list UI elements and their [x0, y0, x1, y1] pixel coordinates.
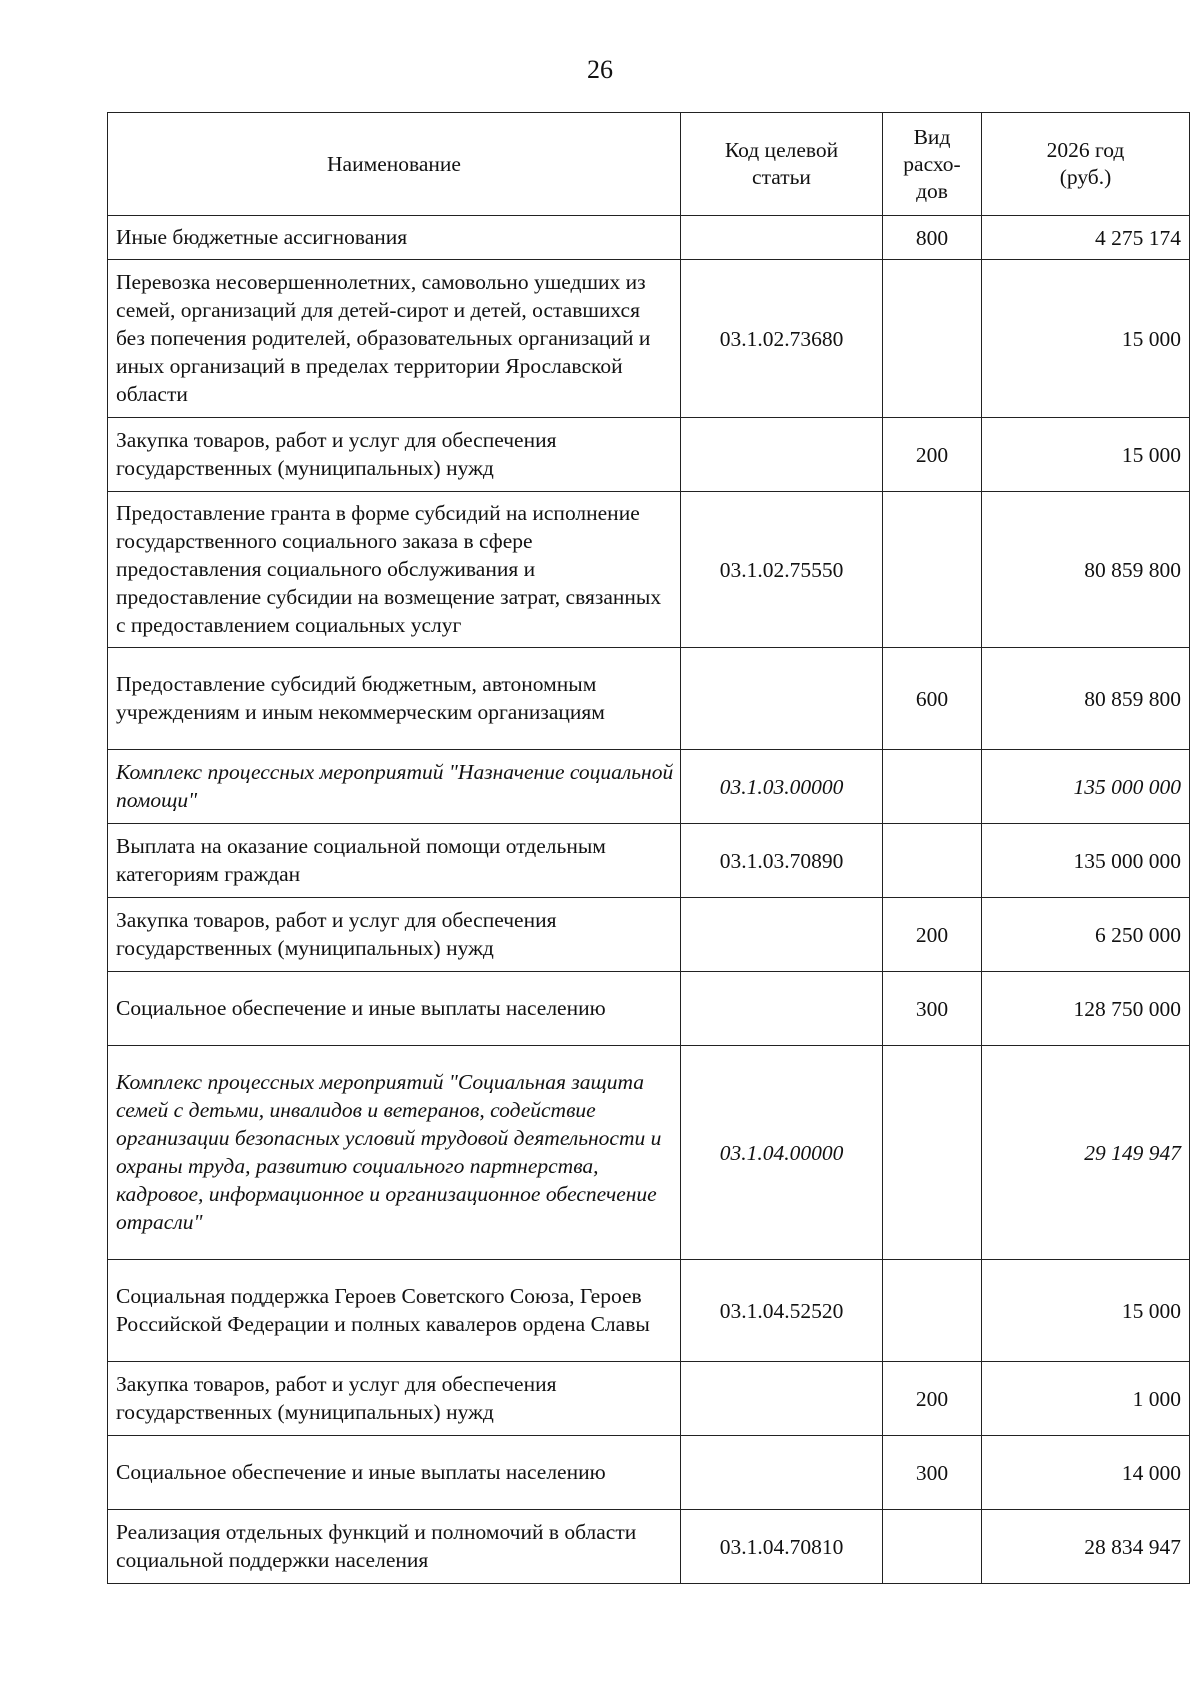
header-sum-line2: (руб.)	[1059, 165, 1112, 189]
row-code	[681, 648, 883, 750]
row-sum: 128 750 000	[982, 972, 1190, 1046]
table-body	[108, 216, 1190, 1584]
row-kind	[883, 824, 982, 898]
table-row	[108, 492, 1190, 648]
row-sum: 15 000	[982, 260, 1190, 418]
header-code-line1: Код целевой	[724, 138, 839, 162]
table-row	[108, 898, 1190, 972]
row-code: 03.1.03.00000	[681, 750, 883, 824]
row-sum: 135 000 000	[982, 750, 1190, 824]
row-kind: 200	[883, 898, 982, 972]
row-name: Предоставление гранта в форме субсидий на исполнение государственного социального заказа в сфере предоставления социального обслуживания и предоставление субсидии на возмещение затрат, связанных с предоставлением социальных услуг	[108, 492, 681, 648]
row-code	[681, 1362, 883, 1436]
table-row	[108, 1046, 1190, 1260]
header-code	[681, 113, 883, 216]
table-row	[108, 1436, 1190, 1510]
header-kind-line2: расхо-	[903, 151, 961, 176]
row-code	[681, 972, 883, 1046]
row-kind	[883, 492, 982, 648]
row-sum: 15 000	[982, 418, 1190, 492]
header-sum	[982, 113, 1190, 216]
row-code	[681, 1436, 883, 1510]
table-row	[108, 824, 1190, 898]
row-name: Закупка товаров, работ и услуг для обеспечения государственных (муниципальных) нужд	[108, 418, 681, 492]
header-sum-line1: 2026 год	[1046, 138, 1125, 162]
row-name: Социальное обеспечение и иные выплаты населению	[108, 972, 681, 1046]
row-sum: 135 000 000	[982, 824, 1190, 898]
row-sum: 4 275 174	[982, 216, 1190, 260]
row-name: Перевозка несовершеннолетних, самовольно ушедших из семей, организаций для детей-сирот и детей, оставшихся без попечения родителей, образовательных организаций и иных организаций в пределах территории Ярославской области	[108, 260, 681, 418]
row-sum: 6 250 000	[982, 898, 1190, 972]
row-sum: 15 000	[982, 1260, 1190, 1362]
header-kind-line3: дов	[916, 178, 948, 203]
row-kind: 600	[883, 648, 982, 750]
row-code: 03.1.02.75550	[681, 492, 883, 648]
header-name-label: Наименование	[327, 151, 461, 176]
table-header-row	[108, 113, 1190, 216]
row-kind	[883, 750, 982, 824]
row-kind: 300	[883, 1436, 982, 1510]
row-sum: 29 149 947	[982, 1046, 1190, 1260]
row-name: Закупка товаров, работ и услуг для обеспечения государственных (муниципальных) нужд	[108, 898, 681, 972]
row-sum: 28 834 947	[982, 1510, 1190, 1584]
row-name: Выплата на оказание социальной помощи отдельным категориям граждан	[108, 824, 681, 898]
table-row	[108, 1510, 1190, 1584]
row-sum: 1 000	[982, 1362, 1190, 1436]
header-kind-line1: Вид	[913, 124, 951, 149]
row-name: Социальное обеспечение и иные выплаты населению	[108, 1436, 681, 1510]
row-code: 03.1.04.70810	[681, 1510, 883, 1584]
row-code: 03.1.03.70890	[681, 824, 883, 898]
row-name: Предоставление субсидий бюджетным, автономным учреждениям и иным некоммерческим организациям	[108, 648, 681, 750]
table-row	[108, 1362, 1190, 1436]
header-name	[108, 113, 681, 216]
row-name: Реализация отдельных функций и полномочий в области социальной поддержки населения	[108, 1510, 681, 1584]
table-row	[108, 648, 1190, 750]
row-code	[681, 216, 883, 260]
row-sum: 80 859 800	[982, 648, 1190, 750]
row-kind	[883, 1510, 982, 1584]
budget-table	[107, 112, 1190, 1584]
row-sum: 80 859 800	[982, 492, 1190, 648]
row-code	[681, 898, 883, 972]
table-row	[108, 418, 1190, 492]
page-number: 26	[587, 55, 613, 84]
row-kind: 200	[883, 1362, 982, 1436]
table-row	[108, 750, 1190, 824]
row-kind	[883, 1260, 982, 1362]
table-row	[108, 1260, 1190, 1362]
row-kind: 800	[883, 216, 982, 260]
row-name: Комплекс процессных мероприятий "Назначение социальной помощи"	[108, 750, 681, 824]
header-kind	[883, 113, 982, 216]
row-name: Комплекс процессных мероприятий "Социальная защита семей с детьми, инвалидов и ветеранов, содействие организации безопасных условий трудовой деятельности и охраны труда, развитию социального партнерства, кадровое, информационное и организационное обеспечение отрасли"	[108, 1046, 681, 1260]
row-code: 03.1.04.52520	[681, 1260, 883, 1362]
row-kind: 300	[883, 972, 982, 1046]
row-kind	[883, 1046, 982, 1260]
header-code-line2: статьи	[752, 165, 811, 189]
row-name: Социальная поддержка Героев Советского Союза, Героев Российской Федерации и полных кавалеров ордена Славы	[108, 1260, 681, 1362]
table-row	[108, 260, 1190, 418]
table-row	[108, 972, 1190, 1046]
row-name: Закупка товаров, работ и услуг для обеспечения государственных (муниципальных) нужд	[108, 1362, 681, 1436]
row-code	[681, 418, 883, 492]
row-kind: 200	[883, 418, 982, 492]
row-sum: 14 000	[982, 1436, 1190, 1510]
row-code: 03.1.04.00000	[681, 1046, 883, 1260]
row-name: Иные бюджетные ассигнования	[108, 216, 681, 260]
table-row	[108, 216, 1190, 260]
row-kind	[883, 260, 982, 418]
row-code: 03.1.02.73680	[681, 260, 883, 418]
